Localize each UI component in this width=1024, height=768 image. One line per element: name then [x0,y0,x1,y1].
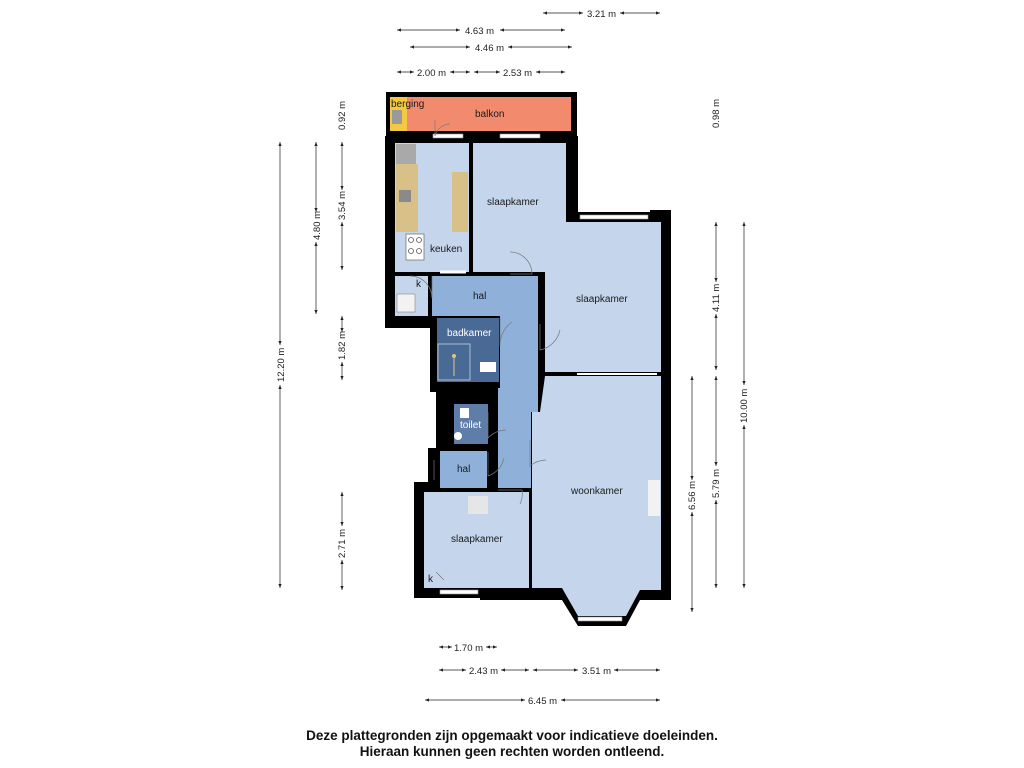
dim-right-579: 5.79 m [711,468,722,498]
dim-left-480: 4.80 m [312,210,323,240]
label-badkamer: badkamer [447,328,492,339]
dim-bottom-351: 3.51 m [582,666,612,677]
dim-left-271: 2.71 m [337,528,348,558]
dim-left-182: 1.82 m [337,330,348,360]
closet-washer [397,294,415,312]
bath-sink [480,362,496,372]
dim-right-098: 0.98 m [711,98,722,128]
label-toilet: toilet [460,420,482,431]
disclaimer-line-1: Deze plattegronden zijn opgemaakt voor indicatieve doeleinden. [306,728,718,743]
dim-top-200: 2.00 m [417,68,447,79]
label-hal-main: hal [473,291,487,302]
label-slaapkamer-bottom: slaapkamer [451,534,503,545]
dim-bottom-645: 6.45 m [528,696,558,707]
label-k-bottom: k [428,574,433,585]
dim-bottom-243: 2.43 m [469,666,499,677]
label-hal-lower: hal [457,464,471,475]
dim-top-321: 3.21 m [587,9,617,20]
dim-right-411: 4.11 m [711,283,722,312]
dim-right-656: 6.56 m [687,480,698,510]
dim-bottom-170: 1.70 m [454,643,484,654]
kitchen-sink [399,190,411,202]
storage-unit [392,110,402,124]
label-k-top: k [416,279,421,290]
dim-top-253: 2.53 m [503,68,533,79]
label-slaapkamer-right: slaapkamer [576,294,628,305]
label-woonkamer: woonkamer [571,486,623,497]
living-radiator [648,480,660,516]
dim-left-092: 0.92 m [337,100,348,130]
bedroom-sink [468,496,488,514]
label-balkon: balkon [475,109,505,120]
label-slaapkamer-top: slaapkamer [487,197,539,208]
dim-left-354: 3.54 m [337,190,348,220]
dim-top-463: 4.63 m [465,26,495,37]
stove [406,234,424,260]
toilet-bowl [460,408,469,418]
label-berging: berging [391,99,425,110]
fridge [396,144,416,164]
label-keuken: keuken [430,244,463,255]
dim-right-1000: 10.00 m [739,388,750,423]
dim-top-446: 4.46 m [475,43,505,54]
disclaimer-line-2: Hieraan kunnen geen rechten worden ontleend. [359,744,665,759]
kitchen-island [452,172,468,232]
dim-left-1220: 12.20 m [276,347,287,382]
